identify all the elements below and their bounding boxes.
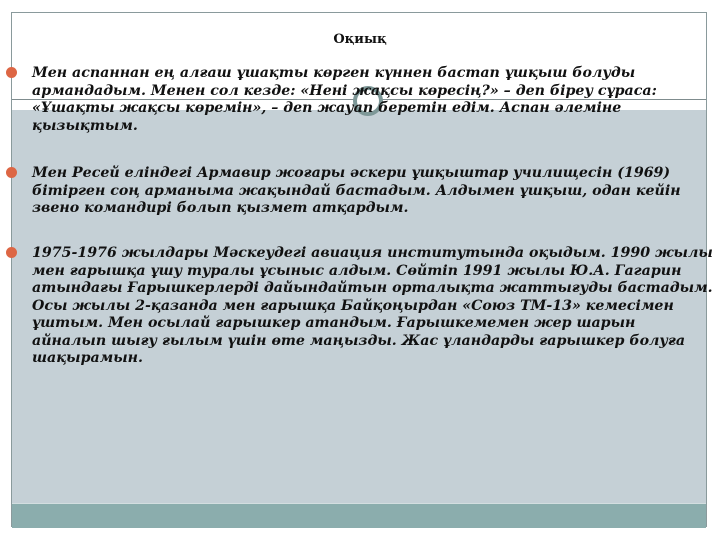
paragraph-line: «Ұшақты жақсы көремін», – деп жауап беретін едім. Аспан әлеміне <box>32 100 622 116</box>
paragraph-line: қызықтым. <box>32 117 138 134</box>
paragraph-line: бітірген соң арманыма жақындай бастадым. Алдымен ұшқыш, одан кейін <box>32 182 681 199</box>
paragraph-line: атындағы Ғарышкерлерді дайындайтын орталықта жаттығуды бастадым. <box>32 280 713 296</box>
paragraph-line: звено командирі болып қызмет атқардым. <box>32 200 409 216</box>
paragraph-3 <box>32 245 713 368</box>
slide-title: Оқиық <box>333 32 387 47</box>
footer-bar <box>12 503 706 528</box>
paragraph-line: Мен Ресей еліндегі Армавир жоғары әскери ұшқыштар училищесін (1969) <box>32 165 671 181</box>
bullet-dot-icon <box>6 67 17 78</box>
paragraph-line: Мен аспаннан ең алғаш ұшақты көрген күннен бастап ұшқыш болуды <box>32 65 636 81</box>
paragraph-line: армандадым. Менен сол кезде: «Нені жақсы көресің?» – деп біреу сұраса: <box>32 82 657 99</box>
paragraph-2 <box>32 165 692 218</box>
paragraph-line: Осы жылы 2-қазанда мен ғарышқа Байқоңырдан «Союз ТМ-13» кемесімен <box>32 297 674 314</box>
paragraph-1 <box>32 65 692 135</box>
bullet-dot-icon <box>6 247 17 258</box>
paragraph-line: 1975-1976 жылдары Мәскеудегі авиация институтында оқыдым. 1990 жылы <box>32 245 713 261</box>
paragraph-line: мен ғарышқа ұшу туралы ұсыныс алдым. Сөйтіп 1991 жылы Ю.А. Гагарин <box>32 262 682 279</box>
paragraph-line: ұштым. Мен осылай ғарышкер атандым. Ғарышкемемен жер шарын <box>32 315 636 331</box>
bullet-dot-icon <box>6 167 17 178</box>
paragraph-line: айналып шығу ғылым үшін өте маңызды. Жас ұландарды ғарышкер болуға <box>32 332 686 349</box>
paragraph-line: шақырамын. <box>32 350 143 366</box>
